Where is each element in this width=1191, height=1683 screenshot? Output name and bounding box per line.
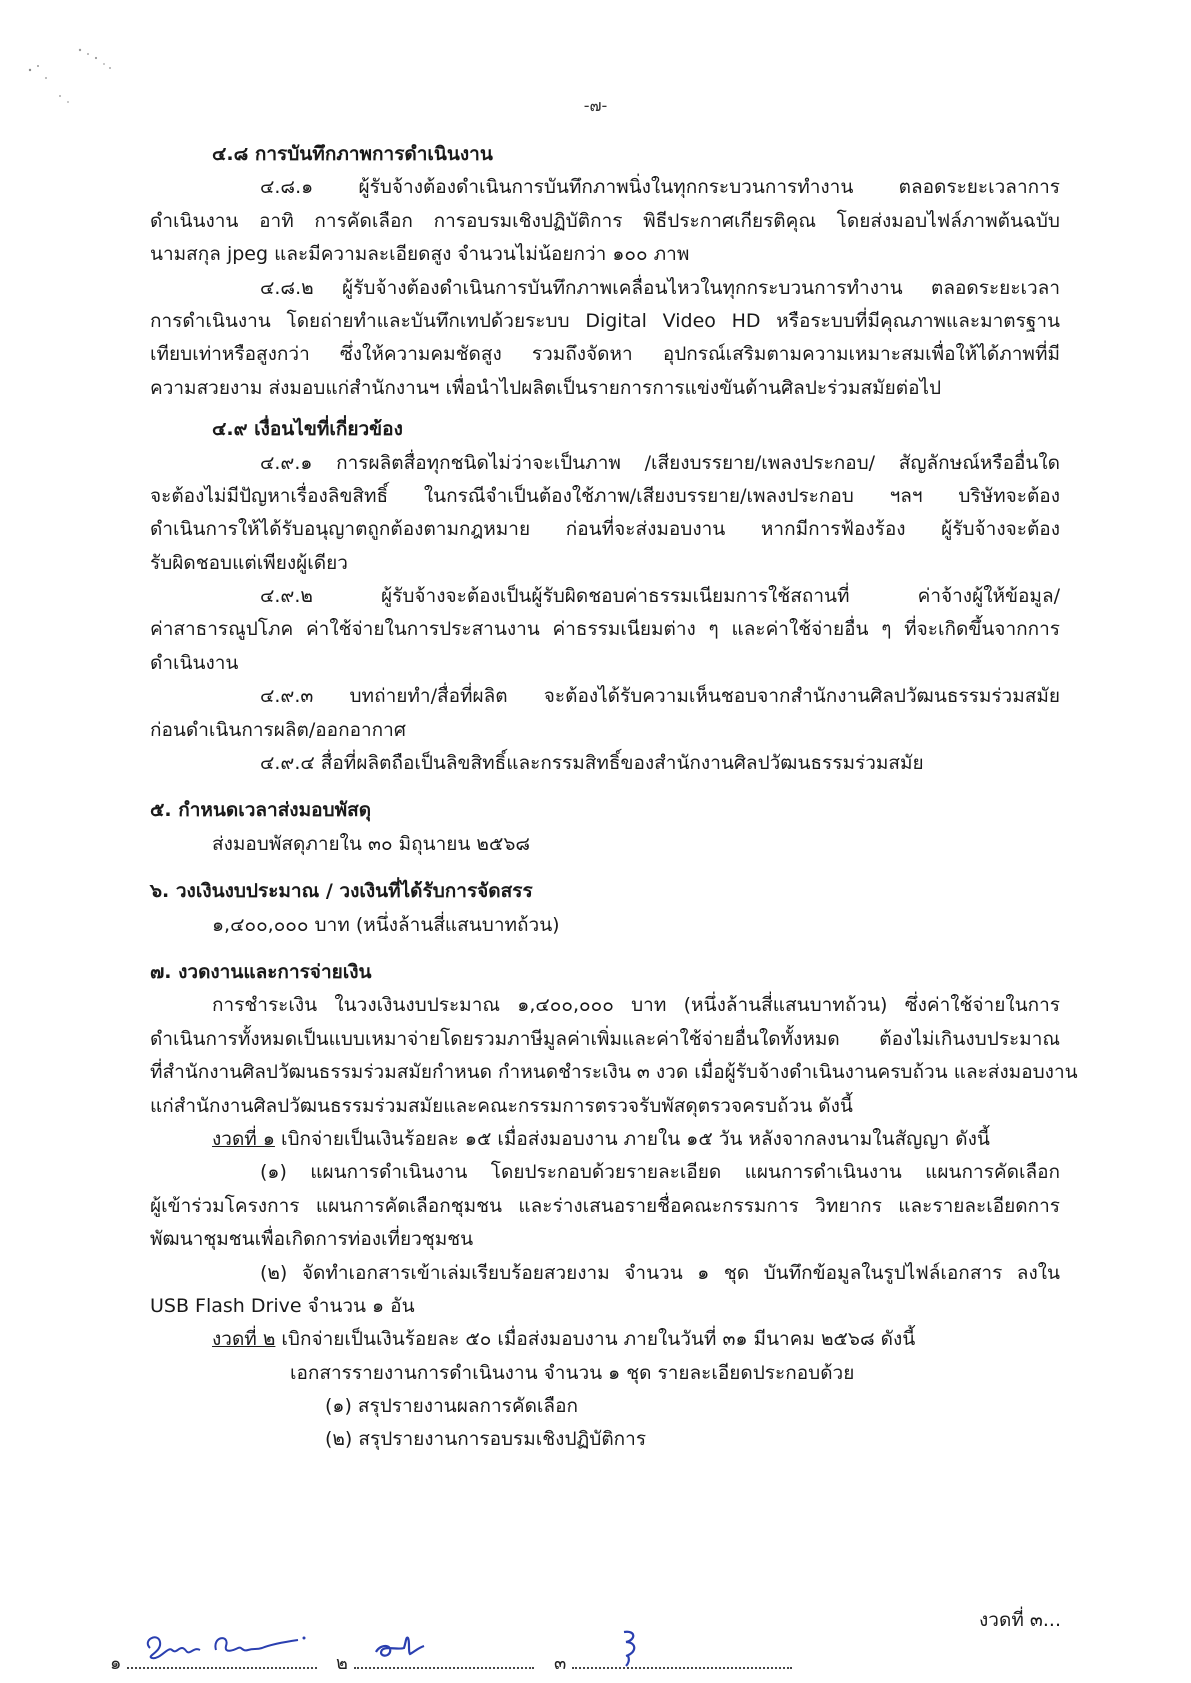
text-line: เทียบเท่าหรือสูงกว่า ซึ่งให้ความคมชัดสูง รวมถึงจัดหา อุปกรณ์เสริมตามความเหมาะสมเพื่อให้ได้ภาพที่มี [150, 343, 1060, 366]
section-4-9-heading: ๔.๙ เงื่อนไขที่เกี่ยวข้อง [212, 418, 403, 441]
signature-slot-3 [554, 1648, 792, 1677]
continued-marker: งวดที่ ๓... [979, 1609, 1061, 1631]
text-line: ๔.๘.๑ ผู้รับจ้างต้องดำเนินการบันทึกภาพนิ่งในทุกกระบวนการทำงาน ตลอดระยะเวลาการ [260, 176, 1060, 199]
text-line: ดำเนินงาน [150, 651, 239, 674]
signature-number: ๓ [554, 1653, 567, 1674]
text-line: การชำระเงิน ในวงเงินงบประมาณ ๑,๔๐๐,๐๐๐ บาท (หนึ่งล้านสี่แสนบาทถ้วน) ซึ่งค่าใช้จ่ายในการ [212, 994, 1060, 1017]
page-number: -๗- [583, 96, 608, 115]
text-line: ผู้เข้าร่วมโครงการ แผนการคัดเลือกชุมชน และร่างเสนอรายชื่อคณะกรรมการ วิทยากร และรายละเอียดการ [150, 1194, 1060, 1217]
document-body [150, 138, 1078, 1457]
text-line: ส่งมอบพัสดุภายใน ๓๐ มิถุนายน ๒๕๖๘ [212, 832, 531, 855]
text-line: USB Flash Drive จำนวน ๑ อัน [150, 1294, 415, 1317]
installment-1-label: งวดที่ ๑ [212, 1127, 275, 1150]
text-line: นามสกุล jpeg และมีความละเอียดสูง จำนวนไม่น้อยกว่า ๑๐๐ ภาพ [150, 243, 690, 266]
signature-number: ๒ [336, 1653, 348, 1674]
text-line: เอกสารรายงานการดำเนินงาน จำนวน ๑ ชุด รายละเอียดประกอบด้วย [290, 1361, 855, 1384]
text-line: ความสวยงาม ส่งมอบแก่สำนักงานฯ เพื่อนำไปผลิตเป็นรายการการแข่งขันด้านศิลปะร่วมสมัยต่อไป [150, 376, 942, 399]
text-line: ๔.๙.๓ บทถ่ายทำ/สื่อที่ผลิต จะต้องได้รับความเห็นชอบจากสำนักงานศิลปวัฒนธรรมร่วมสมัย [260, 685, 1060, 708]
installment-2-label: งวดที่ ๒ [212, 1328, 276, 1351]
text-line: รับผิดชอบแต่เพียงผู้เดียว [150, 551, 348, 574]
text-line: ก่อนดำเนินการผลิต/ออกอากาศ [150, 718, 406, 741]
text-line: ๔.๙.๑ การผลิตสื่อทุกชนิดไม่ว่าจะเป็นภาพ /เสียงบรรยาย/เพลงประกอบ/ สัญลักษณ์หรืออื่นใด [260, 451, 1060, 474]
text-line: ๔.๙.๔ สื่อที่ผลิตถือเป็นลิขสิทธิ์และกรรมสิทธิ์ของสำนักงานศิลปวัฒนธรรมร่วมสมัย [260, 752, 924, 775]
list-item: (๑) สรุปรายงานผลการคัดเลือก [325, 1395, 578, 1418]
text-line: แก่สำนักงานศิลปวัฒนธรรมร่วมสมัยและคณะกรรมการตรวจรับพัสดุตรวจครบถ้วน ดังนี้ [150, 1094, 853, 1117]
text-line: ดำเนินการให้ได้รับอนุญาตถูกต้องตามกฎหมาย ก่อนที่จะส่งมอบงาน หากมีการฟ้องร้อง ผู้รับจ้างจะต้อง [150, 518, 1060, 541]
list-item: (๒) สรุปรายงานการอบรมเชิงปฏิบัติการ [325, 1428, 647, 1451]
text-line: (๒) จัดทำเอกสารเข้าเล่มเรียบร้อยสวยงาม จำนวน ๑ ชุด บันทึกข้อมูลในรูปไฟล์เอกสาร ลงใน [260, 1261, 1060, 1284]
text-line: (๑) แผนการดำเนินงาน โดยประกอบด้วยรายละเอียด แผนการดำเนินงาน แผนการคัดเลือก [260, 1161, 1060, 1184]
installment-1-line [150, 1123, 1060, 1156]
handwritten-signature-3 [610, 1626, 650, 1668]
signature-line [110, 1648, 810, 1678]
installment-1-text: เบิกจ่ายเป็นเงินร้อยละ ๑๕ เมื่อส่งมอบงาน ภายใน ๑๕ วัน หลังจากลงนามในสัญญา ดังนี้ [274, 1127, 990, 1150]
text-line: ดำเนินงาน อาทิ การคัดเลือก การอบรมเชิงปฏิบัติการ พิธีประกาศเกียรติคุณ โดยส่งมอบไฟล์ภาพต้นฉบับ [150, 209, 1060, 232]
text-line: ๔.๙.๒ ผู้รับจ้างจะต้องเป็นผู้รับผิดชอบค่าธรรมเนียมการใช้สถานที่ ค่าจ้างผู้ให้ข้อมูล/ [260, 585, 1060, 608]
text-line: การดำเนินงาน โดยถ่ายทำและบันทึกเทปด้วยระบบ Digital Video HD หรือระบบที่มีคุณภาพและมาตรฐาน [150, 309, 1060, 332]
signature-slot-2 [336, 1648, 534, 1677]
text-line: ค่าสาธารณูปโภค ค่าใช้จ่ายในการประสานงาน ค่าธรรมเนียมต่าง ๆ และค่าใช้จ่ายอื่น ๆ ที่จะเกิดขึ้นจากการ [150, 618, 1060, 641]
installment-2-text: เบิกจ่ายเป็นเงินร้อยละ ๕๐ เมื่อส่งมอบงาน ภายในวันที่ ๓๑ มีนาคม ๒๕๖๘ ดังนี้ [275, 1328, 916, 1351]
text-line: จะต้องไม่มีปัญหาเรื่องลิขสิทธิ์ ในกรณีจำเป็นต้องใช้ภาพ/เสียงบรรยาย/เพลงประกอบ ฯลฯ บริษัทจะต้อง [150, 484, 1060, 507]
handwritten-signature-1 [138, 1626, 308, 1666]
section-4-8-heading: ๔.๘ การบันทึกภาพการดำเนินงาน [212, 143, 493, 165]
section-6-heading: ๖. วงเงินงบประมาณ / วงเงินที่ได้รับการจัดสรร [150, 880, 533, 903]
section-5-heading: ๕. กำหนดเวลาส่งมอบพัสดุ [150, 799, 372, 822]
installment-2-line [150, 1323, 1060, 1356]
text-line: ๑,๔๐๐,๐๐๐ บาท (หนึ่งล้านสี่แสนบาทถ้วน) [212, 913, 560, 936]
signature-number: ๑ [110, 1653, 122, 1674]
signature-dotted-line [572, 1653, 792, 1669]
text-line: ๔.๘.๒ ผู้รับจ้างต้องดำเนินการบันทึกภาพเคลื่อนไหวในทุกกระบวนการทำงาน ตลอดระยะเวลา [260, 276, 1060, 299]
text-line: พัฒนาชุมชนเพื่อเกิดการท่องเที่ยวชุมชน [150, 1228, 474, 1251]
section-7-heading: ๗. งวดงานและการจ่ายเงิน [150, 960, 372, 983]
text-line: ที่สำนักงานศิลปวัฒนธรรมร่วมสมัยกำหนด กำหนดชำระเงิน ๓ งวด เมื่อผู้รับจ้างดำเนินงานครบถ้วน และส่งมอบงาน [150, 1061, 1078, 1084]
text-line: ดำเนินการทั้งหมดเป็นแบบเหมาจ่ายโดยรวมภาษีมูลค่าเพิ่มและค่าใช้จ่ายอื่นใดทั้งหมด ต้องไม่เกินงบประมาณ [150, 1027, 1060, 1050]
handwritten-signature-2 [370, 1628, 430, 1664]
